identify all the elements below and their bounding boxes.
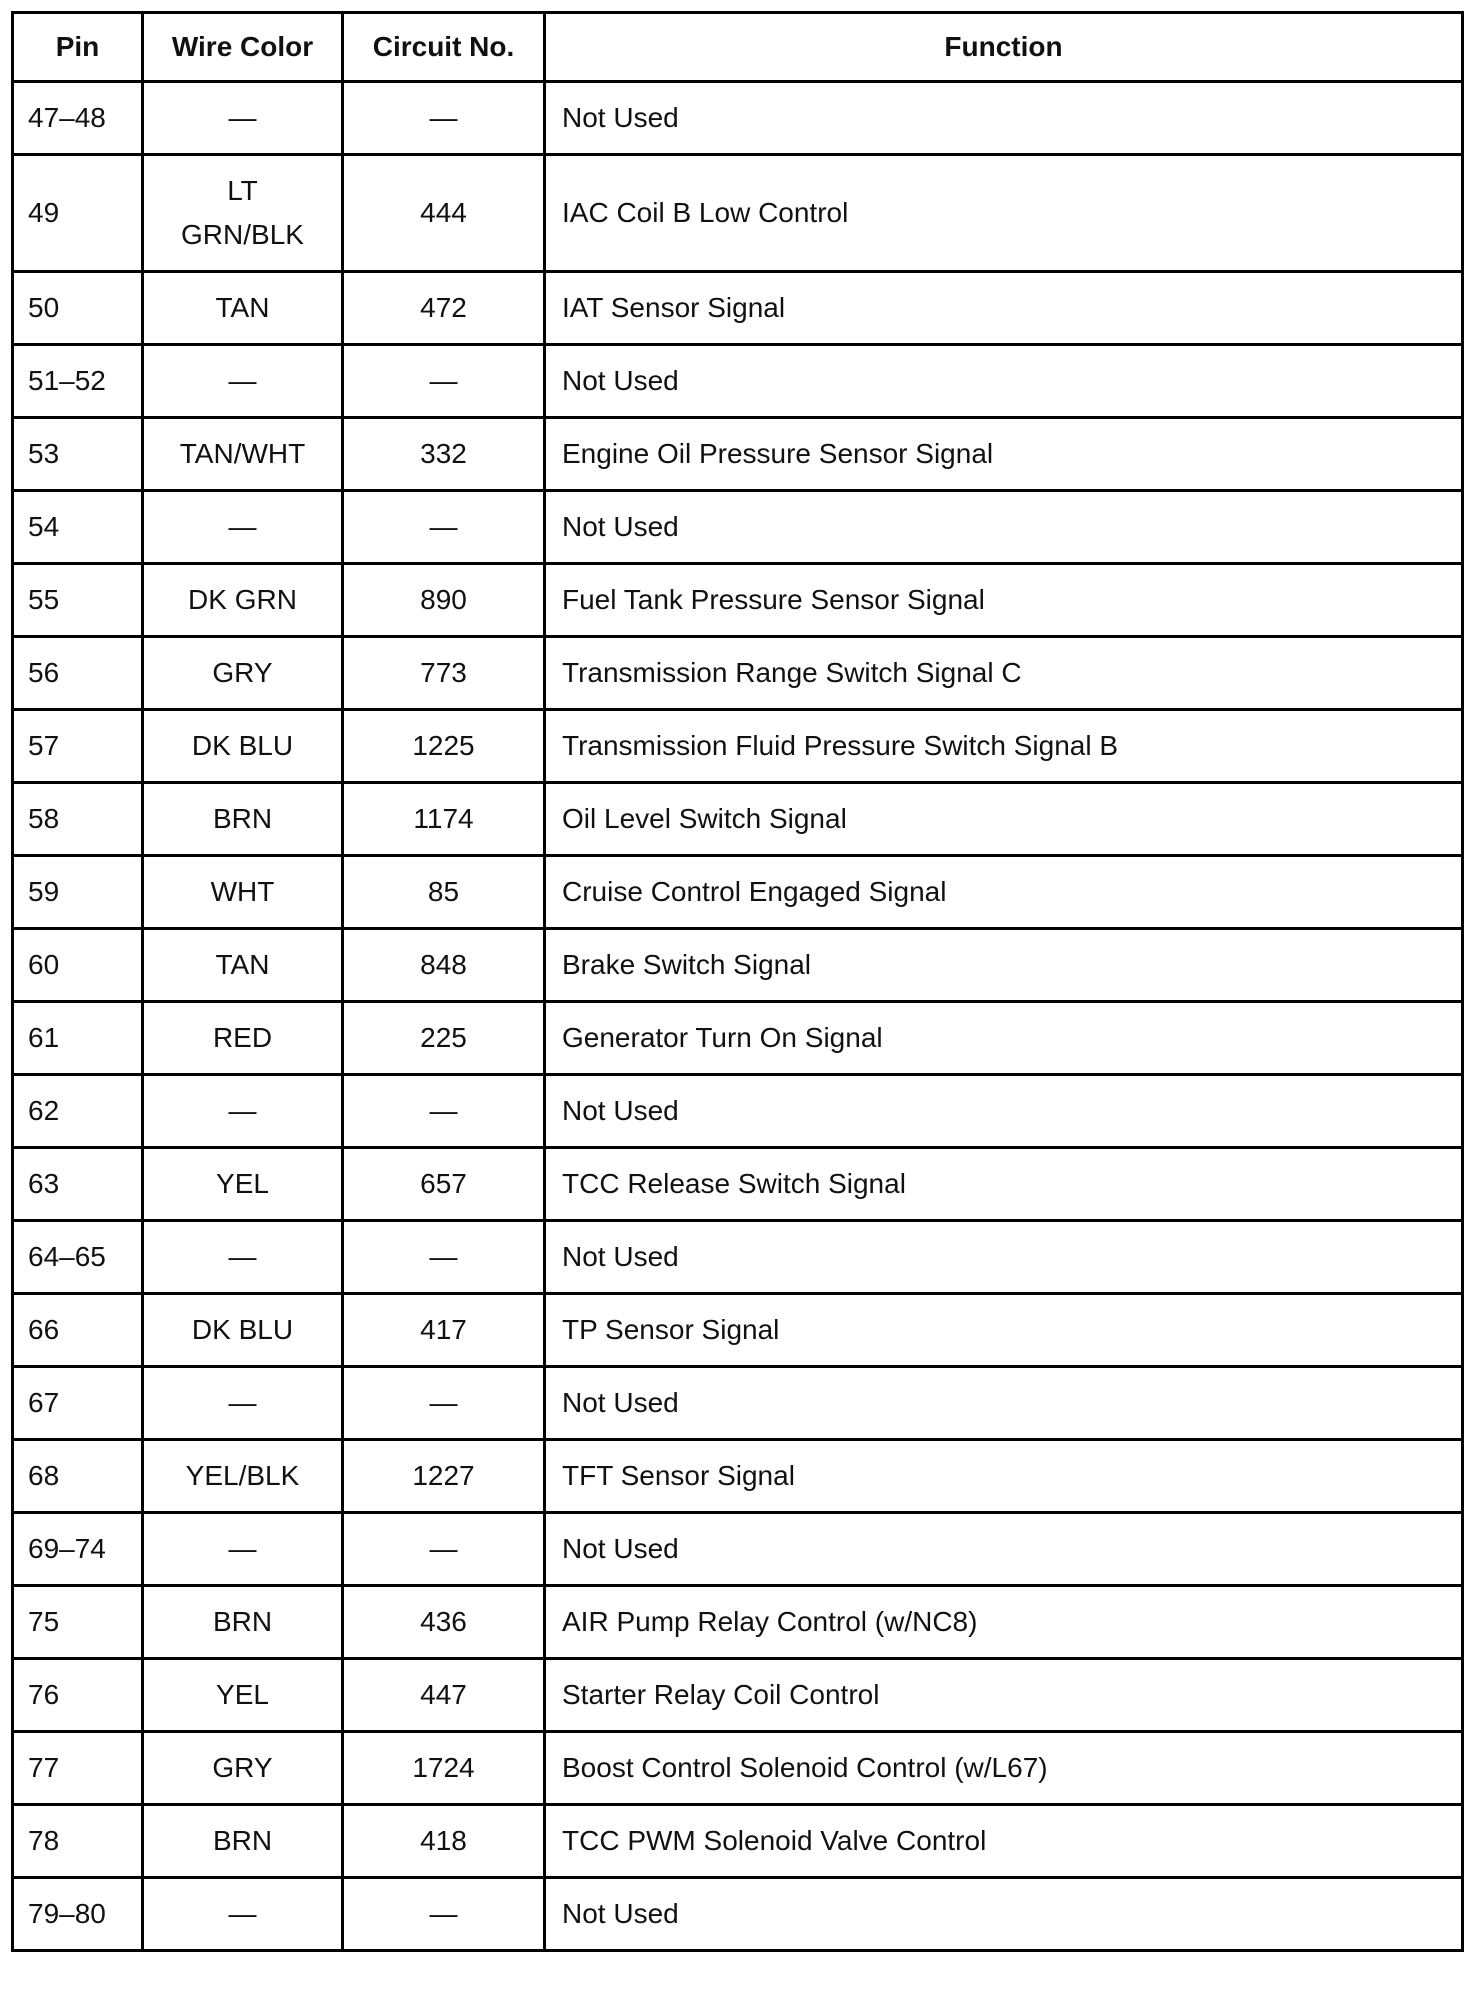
pin-cell: 49	[13, 155, 143, 272]
wire-color-cell: GRY	[143, 637, 343, 710]
wire-color-cell: TAN	[143, 929, 343, 1002]
circuit-cell: 444	[343, 155, 545, 272]
table-row	[13, 564, 1463, 637]
table-row	[13, 1075, 1463, 1148]
header-function: Function	[545, 13, 1463, 82]
table-row	[13, 1002, 1463, 1075]
table-row	[13, 418, 1463, 491]
circuit-cell: —	[343, 491, 545, 564]
table-row	[13, 1878, 1463, 1951]
wire-color-cell: —	[143, 345, 343, 418]
function-cell: Transmission Fluid Pressure Switch Signal B	[545, 710, 1463, 783]
pin-cell: 60	[13, 929, 143, 1002]
table-row	[13, 82, 1463, 155]
pin-cell: 50	[13, 272, 143, 345]
pin-cell: 76	[13, 1659, 143, 1732]
table-row	[13, 637, 1463, 710]
wire-color-cell: YEL	[143, 1148, 343, 1221]
pin-cell: 54	[13, 491, 143, 564]
wire-color-cell: TAN/WHT	[143, 418, 343, 491]
function-cell: Not Used	[545, 82, 1463, 155]
pin-table	[11, 11, 1464, 1952]
function-cell: Transmission Range Switch Signal C	[545, 637, 1463, 710]
pin-cell: 64–65	[13, 1221, 143, 1294]
function-cell: Not Used	[545, 345, 1463, 418]
table-row	[13, 710, 1463, 783]
wire-color-cell: WHT	[143, 856, 343, 929]
wire-color-cell: DK GRN	[143, 564, 343, 637]
circuit-cell: —	[343, 1221, 545, 1294]
pin-cell: 47–48	[13, 82, 143, 155]
function-cell: Engine Oil Pressure Sensor Signal	[545, 418, 1463, 491]
table-row	[13, 1732, 1463, 1805]
table-row	[13, 929, 1463, 1002]
circuit-cell: —	[343, 1513, 545, 1586]
function-cell: Not Used	[545, 491, 1463, 564]
table-row	[13, 1221, 1463, 1294]
circuit-cell: —	[343, 82, 545, 155]
function-cell: Not Used	[545, 1878, 1463, 1951]
table-row	[13, 1659, 1463, 1732]
circuit-cell: 418	[343, 1805, 545, 1878]
circuit-cell: —	[343, 1367, 545, 1440]
table-row	[13, 783, 1463, 856]
function-cell: AIR Pump Relay Control (w/NC8)	[545, 1586, 1463, 1659]
wire-color-cell: BRN	[143, 783, 343, 856]
wire-color-cell: DK BLU	[143, 1294, 343, 1367]
table-row	[13, 1148, 1463, 1221]
pin-cell: 55	[13, 564, 143, 637]
pin-cell: 77	[13, 1732, 143, 1805]
wire-color-cell: BRN	[143, 1805, 343, 1878]
function-cell: TCC Release Switch Signal	[545, 1148, 1463, 1221]
circuit-cell: 472	[343, 272, 545, 345]
pin-cell: 53	[13, 418, 143, 491]
circuit-cell: 447	[343, 1659, 545, 1732]
wire-color-cell: BRN	[143, 1586, 343, 1659]
function-cell: TFT Sensor Signal	[545, 1440, 1463, 1513]
wire-color-cell: —	[143, 82, 343, 155]
wire-color-cell: —	[143, 1878, 343, 1951]
wire-color-cell: RED	[143, 1002, 343, 1075]
circuit-cell: —	[343, 1075, 545, 1148]
circuit-cell: 1225	[343, 710, 545, 783]
pin-cell: 68	[13, 1440, 143, 1513]
pin-cell: 69–74	[13, 1513, 143, 1586]
function-cell: Generator Turn On Signal	[545, 1002, 1463, 1075]
circuit-cell: —	[343, 345, 545, 418]
pin-cell: 58	[13, 783, 143, 856]
pin-cell: 66	[13, 1294, 143, 1367]
function-cell: Boost Control Solenoid Control (w/L67)	[545, 1732, 1463, 1805]
function-cell: Starter Relay Coil Control	[545, 1659, 1463, 1732]
function-cell: Cruise Control Engaged Signal	[545, 856, 1463, 929]
table-row	[13, 1805, 1463, 1878]
wire-color-cell: —	[143, 1367, 343, 1440]
function-cell: Not Used	[545, 1367, 1463, 1440]
table-row	[13, 345, 1463, 418]
circuit-cell: 773	[343, 637, 545, 710]
table-row	[13, 1586, 1463, 1659]
wire-color-cell: GRY	[143, 1732, 343, 1805]
table-row	[13, 155, 1463, 272]
table-row	[13, 1440, 1463, 1513]
table-row	[13, 856, 1463, 929]
pin-cell: 78	[13, 1805, 143, 1878]
wire-color-line: LT	[227, 175, 258, 206]
circuit-cell: —	[343, 1878, 545, 1951]
circuit-cell: 657	[343, 1148, 545, 1221]
header-pin: Pin	[13, 13, 143, 82]
pin-cell: 51–52	[13, 345, 143, 418]
pin-cell: 62	[13, 1075, 143, 1148]
function-cell: IAT Sensor Signal	[545, 272, 1463, 345]
pin-cell: 61	[13, 1002, 143, 1075]
wire-color-line: GRN/BLK	[181, 219, 304, 250]
table-body	[13, 82, 1463, 1951]
wire-color-cell: DK BLU	[143, 710, 343, 783]
table-row	[13, 1294, 1463, 1367]
wire-color-cell: YEL	[143, 1659, 343, 1732]
wire-color-cell	[143, 155, 343, 272]
pin-cell: 79–80	[13, 1878, 143, 1951]
circuit-cell: 1174	[343, 783, 545, 856]
function-cell: Oil Level Switch Signal	[545, 783, 1463, 856]
circuit-cell: 332	[343, 418, 545, 491]
wire-color-cell: —	[143, 1075, 343, 1148]
pin-cell: 56	[13, 637, 143, 710]
table-row	[13, 272, 1463, 345]
function-cell: TCC PWM Solenoid Valve Control	[545, 1805, 1463, 1878]
pin-cell: 63	[13, 1148, 143, 1221]
circuit-cell: 436	[343, 1586, 545, 1659]
header-circuit: Circuit No.	[343, 13, 545, 82]
pin-cell: 75	[13, 1586, 143, 1659]
circuit-cell: 225	[343, 1002, 545, 1075]
table-row	[13, 491, 1463, 564]
circuit-cell: 1227	[343, 1440, 545, 1513]
header-wire-color: Wire Color	[143, 13, 343, 82]
function-cell: Not Used	[545, 1513, 1463, 1586]
circuit-cell: 848	[343, 929, 545, 1002]
wire-color-cell: —	[143, 1221, 343, 1294]
function-cell: IAC Coil B Low Control	[545, 155, 1463, 272]
circuit-cell: 417	[343, 1294, 545, 1367]
function-cell: Brake Switch Signal	[545, 929, 1463, 1002]
function-cell: Not Used	[545, 1075, 1463, 1148]
wire-color-cell: TAN	[143, 272, 343, 345]
table-row	[13, 1367, 1463, 1440]
header-row	[13, 13, 1463, 82]
function-cell: TP Sensor Signal	[545, 1294, 1463, 1367]
pin-cell: 57	[13, 710, 143, 783]
circuit-cell: 1724	[343, 1732, 545, 1805]
table-row	[13, 1513, 1463, 1586]
function-cell: Fuel Tank Pressure Sensor Signal	[545, 564, 1463, 637]
wire-color-cell: YEL/BLK	[143, 1440, 343, 1513]
circuit-cell: 85	[343, 856, 545, 929]
wire-color-cell: —	[143, 1513, 343, 1586]
pin-cell: 67	[13, 1367, 143, 1440]
circuit-cell: 890	[343, 564, 545, 637]
function-cell: Not Used	[545, 1221, 1463, 1294]
wire-color-cell: —	[143, 491, 343, 564]
pin-cell: 59	[13, 856, 143, 929]
